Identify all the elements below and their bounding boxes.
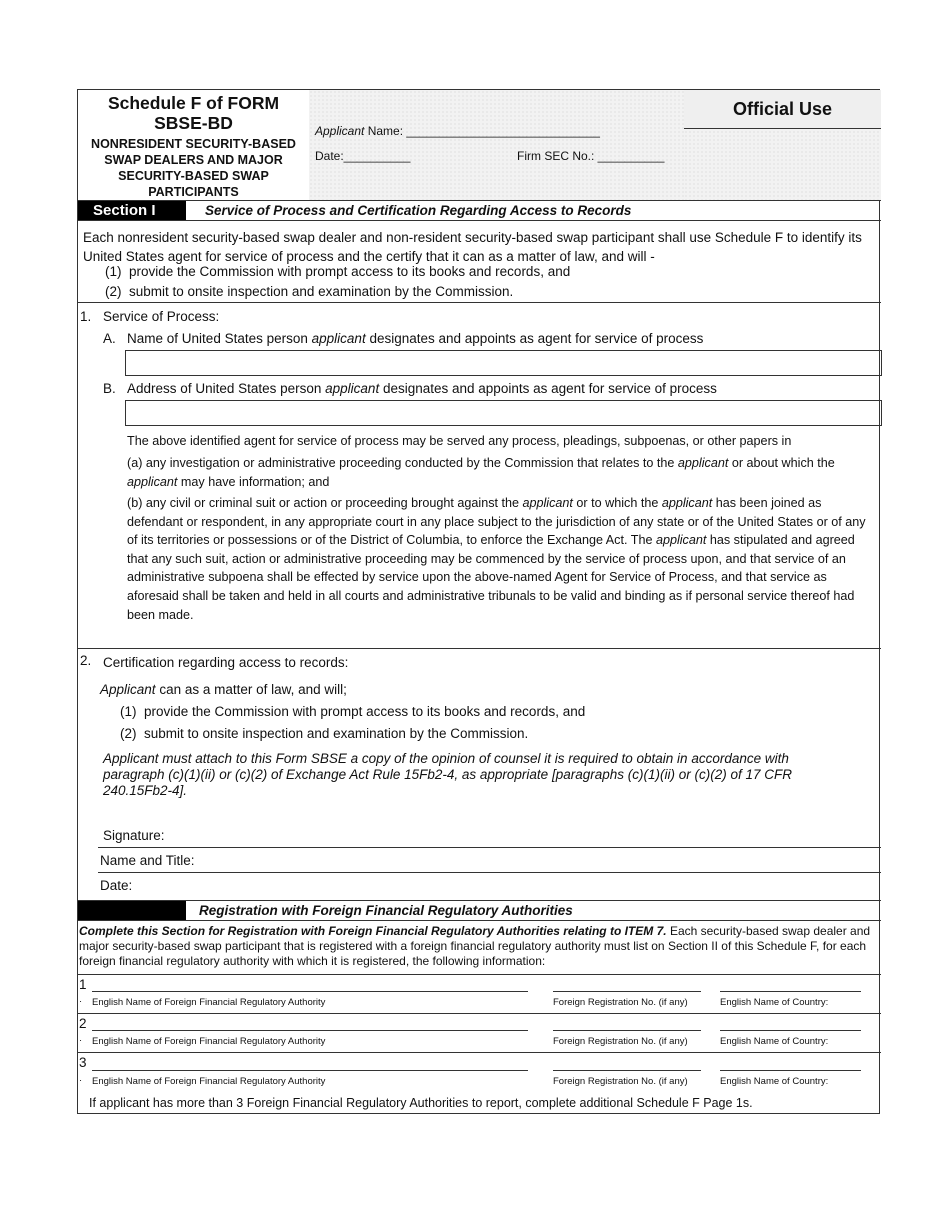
item-1-heading: Service of Process: <box>103 309 220 324</box>
item-1b-label: B. Address of United States person applicant designates and appoints as agent for service of process <box>103 381 717 396</box>
country-field[interactable] <box>720 1070 861 1071</box>
registration-header-block <box>78 901 186 920</box>
service-paragraph-b: (b) any civil or criminal suit or action or proceeding brought against the applicant or to which the applicant has been joined as defendant or respondent, in any appropriate court in any place subject to the jurisdiction of any state or of the United States or of any of its territories or possessions or of the District of Columbia, to enforce the Exchange Act. The applicant has stipulated and agreed that any such suit, action or administrative proceeding may be commenced by the service of process upon, and that service of an administrative subpoena shall be effected by service upon the above-named Agent for Service of Process, and that service as aforesaid shall be taken and held in all courts and administrative tribunals to be valid and binding as if personal service thereof had been made. <box>127 496 866 622</box>
official-use-title: Official Use <box>684 90 881 129</box>
authority-name-field[interactable] <box>92 1030 528 1031</box>
item-2-statement: Applicant can as a matter of law, and will; <box>100 682 347 697</box>
divider <box>78 1013 881 1014</box>
registration-no-label: Foreign Registration No. (if any) <box>553 1076 688 1087</box>
registration-no-label: Foreign Registration No. (if any) <box>553 1036 688 1047</box>
firm-sec-no-field[interactable]: Firm SEC No.: __________ <box>517 149 665 163</box>
registration-no-field[interactable] <box>553 991 701 992</box>
authority-name-label: English Name of Foreign Financial Regulatory Authority <box>92 1036 326 1047</box>
official-use-block <box>684 90 881 200</box>
divider <box>78 1052 881 1053</box>
intro-item-1: (1) provide the Commission with prompt access to its books and records, and <box>105 264 571 279</box>
intro-item-2: (2) submit to onsite inspection and examination by the Commission. <box>105 284 514 299</box>
agent-address-input[interactable] <box>125 400 882 426</box>
item-2-point-2: (2) submit to onsite inspection and examination by the Commission. <box>120 726 529 741</box>
authority-name-label: English Name of Foreign Financial Regulatory Authority <box>92 997 326 1008</box>
registration-header <box>78 900 881 921</box>
section-1-title: Service of Process and Certification Regarding Access to Records <box>205 203 632 218</box>
name-title-line[interactable] <box>98 872 881 873</box>
signature-label: Signature: <box>103 828 165 843</box>
item-1a-label: A. Name of United States person applicant designates and appoints as agent for service of process <box>103 331 704 346</box>
section-1-label: Section I <box>78 201 186 220</box>
additional-pages-note: If applicant has more than 3 Foreign Financial Regulatory Authorities to report, complete additional Schedule F Page 1s. <box>89 1096 753 1110</box>
authority-name-label: English Name of Foreign Financial Regulatory Authority <box>92 1076 326 1087</box>
signature-line[interactable] <box>98 847 881 848</box>
schedule-f-form <box>77 89 880 1114</box>
signature-date-label: Date: <box>100 878 133 893</box>
divider <box>78 302 881 303</box>
divider <box>78 648 881 649</box>
applicant-date-field[interactable]: Date:__________ <box>315 149 411 163</box>
form-title-line1: Schedule F of FORM <box>107 93 280 113</box>
country-field[interactable] <box>720 1030 861 1031</box>
divider <box>78 974 881 975</box>
registration-row-number: 3 <box>79 1055 87 1070</box>
registration-intro: Complete this Section for Registration with Foreign Financial Regulatory Authorities relating to ITEM 7. Each security-based swap dealer and major security-based swap participant that is registered with a foreign financial regulatory authority must list on Section II of this Schedule F, for each foreign financial regulatory authority with which it is registered, the following information: <box>79 924 871 968</box>
authority-name-field[interactable] <box>92 1070 528 1071</box>
applicant-name-field[interactable]: _____________________________ <box>406 124 600 138</box>
item-1-number: 1. <box>80 309 92 324</box>
registration-title: Registration with Foreign Financial Regulatory Authorities <box>199 903 573 918</box>
country-field[interactable] <box>720 991 861 992</box>
row-bullet: · <box>79 1035 83 1046</box>
service-paragraph-intro: The above identified agent for service of process may be served any process, pleadings, subpoenas, or other papers in <box>127 434 792 448</box>
item-2-point-1: (1) provide the Commission with prompt access to its books and records, and <box>120 704 586 719</box>
registration-no-label: Foreign Registration No. (if any) <box>553 997 688 1008</box>
service-paragraph-a: (a) any investigation or administrative proceeding conducted by the Commission that relates to the applicant or about which the applicant may have information; and <box>127 456 835 489</box>
name-title-label: Name and Title: <box>100 853 195 868</box>
opinion-of-counsel-note: Applicant must attach to this Form SBSE a copy of the opinion of counsel it is required to obtain in accordance with paragraph (c)(1)(ii) or (c)(2) of Exchange Act Rule 15Fb2-4, as appropriate [paragraphs (c)(1)(ii) or (c)(2) of 17 CFR 240.15Fb2-4]. <box>103 751 792 798</box>
form-title-block <box>78 90 310 200</box>
registration-row-number: 1 <box>79 977 87 992</box>
name-label: Name: <box>367 124 404 138</box>
agent-name-input[interactable] <box>125 350 882 376</box>
row-bullet: · <box>79 1075 83 1086</box>
registration-no-field[interactable] <box>553 1070 701 1071</box>
authority-name-field[interactable] <box>92 991 528 992</box>
item-2-heading: Certification regarding access to records: <box>103 655 349 670</box>
applicant-label: Applicant <box>315 124 365 138</box>
country-label: English Name of Country: <box>720 997 829 1008</box>
registration-no-field[interactable] <box>553 1030 701 1031</box>
row-bullet: · <box>79 996 83 1007</box>
country-label: English Name of Country: <box>720 1036 829 1047</box>
form-title-line2: SBSE-BD <box>154 113 233 133</box>
section-1-intro: Each nonresident security-based swap dealer and non-resident security-based swap participant shall use Schedule F to identify its United States agent for service of process and the certify that it can as a matter of law, and will - <box>83 230 862 264</box>
section-1-header <box>78 200 881 221</box>
registration-row-number: 2 <box>79 1016 87 1031</box>
applicant-info-block <box>309 90 685 200</box>
form-subtitle: NONRESIDENT SECURITY-BASED SWAP DEALERS AND MAJOR SECURITY-BASED SWAP PARTICIPANTS <box>91 137 296 199</box>
item-2-number: 2. <box>80 653 92 668</box>
country-label: English Name of Country: <box>720 1076 829 1087</box>
